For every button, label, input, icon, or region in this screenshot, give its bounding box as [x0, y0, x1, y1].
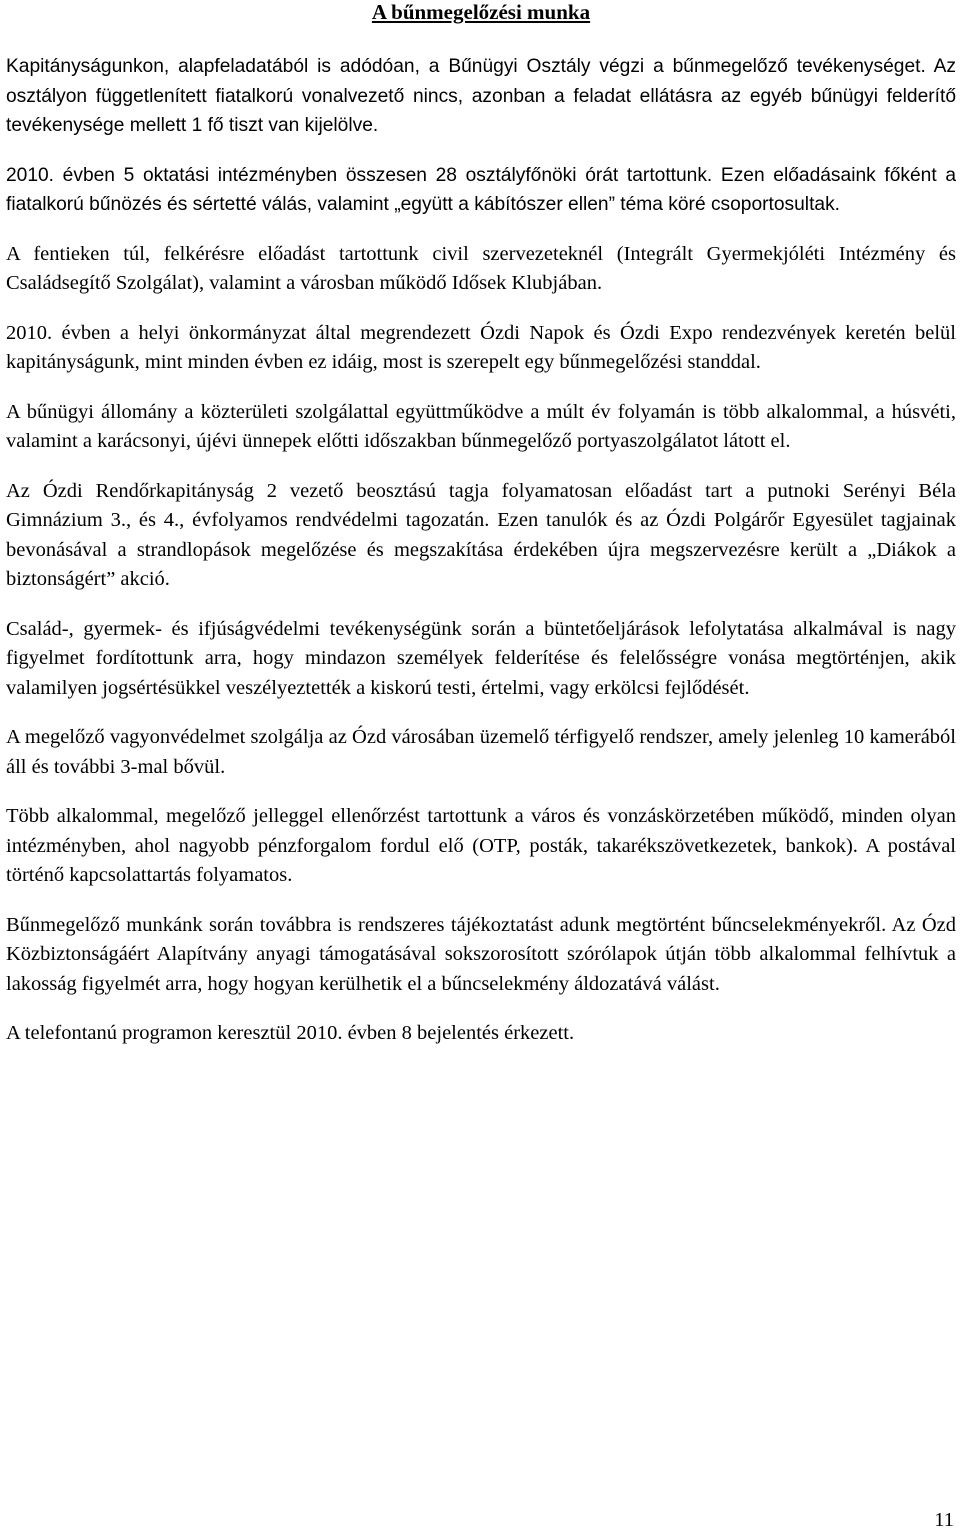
- section-title: A bűnmegelőzési munka: [371, 0, 591, 24]
- paragraph-8: A megelőző vagyonvédelmet szolgálja az Ózd városában üzemelő térfigyelő rendszer, amely jelenleg 10 kamerából áll és további 3-mal bővül.: [6, 726, 956, 778]
- paragraph-5: A bűnügyi állomány a közterületi szolgálattal együttműködve a múlt év folyamán is több alkalommal, a húsvéti, valamint a karácsonyi, újévi ünnepek előtti időszakban bűnmegelőző portyaszolgálatot látott el.: [6, 400, 956, 452]
- paragraph-6: Az Ózdi Rendőrkapitányság 2 vezető beosztású tagja folyamatosan előadást tart a putnoki Serényi Béla Gimnázium 3., és 4., évfolyamos rendvédelmi tagozatán. Ezen tanulók és az Ózdi Polgárőr Egyesület tagjainak bevonásával a strandlopások megelőzése és megszakítása érdekében újra megszervezésre került a „Diákok a biztonságért” akció.: [6, 479, 956, 590]
- document-page: [6, 0, 956, 1049]
- paragraph-9: Több alkalommal, megelőző jelleggel ellenőrzést tartottunk a város és vonzáskörzetében működő, minden olyan intézményben, ahol nagyobb pénzforgalom fordul elő (OTP, posták, takarékszövetkezetek, bankok). A postával történő kapcsolattartás folyamatos.: [6, 805, 956, 886]
- paragraph-4: 2010. évben a helyi önkormányzat által megrendezett Ózdi Napok és Ózdi Expo rendezvények keretén belül kapitányságunk, mint minden évben ez idáig, most is szerepelt egy bűnmegelőzési standdal.: [6, 321, 956, 373]
- paragraph-11: A telefontanú programon keresztül 2010. évben 8 bejelentés érkezett.: [6, 1022, 575, 1044]
- page-number: 11: [934, 1509, 954, 1531]
- paragraph-1: Kapitányságunkon, alapfeladatából is adódóan, a Bűnügyi Osztály végzi a bűnmegelőző tevékenységet. Az osztályon függetlenített fiatalkorú vonalvezető nincs, azonban a feladat ellátásra az egyéb bűnügyi felderítő tevékenysége mellett 1 fő tiszt van kijelölve.: [6, 56, 956, 136]
- paragraph-3: A fentieken túl, felkérésre előadást tartottunk civil szervezeteknél (Integrált Gyermekjóléti Intézmény és Családsegítő Szolgálat), valamint a városban működő Idősek Klubjában.: [6, 242, 956, 294]
- paragraph-2: 2010. évben 5 oktatási intézményben összesen 28 osztályfőnöki órát tartottunk. Ezen előadásaink főként a fiatalkorú bűnözés és sértetté válás, valamint „együtt a kábítószer ellen” téma köré csoportosultak.: [6, 164, 956, 215]
- paragraph-7: Család-, gyermek- és ifjúságvédelmi tevékenységünk során a büntetőeljárások lefolytatása alkalmával is nagy figyelmet fordítottunk arra, hogy mindazon személyek felderítése és felelősségre vonása megtörténjen, akik valamilyen jogsértésükkel veszélyeztették a kiskorú testi, értelmi, vagy erkölcsi fejlődését.: [6, 617, 956, 699]
- paragraph-10: Bűnmegelőző munkánk során továbbra is rendszeres tájékoztatást adunk megtörtént bűncselekményekről. Az Ózd Közbiztonságáért Alapítvány anyagi támogatásával sokszorosított szórólapok útján több alkalommal felhívtuk a lakosság figyelmét arra, hogy hogyan kerülhetik el a bűncselekmény áldozatává válást.: [6, 913, 956, 995]
